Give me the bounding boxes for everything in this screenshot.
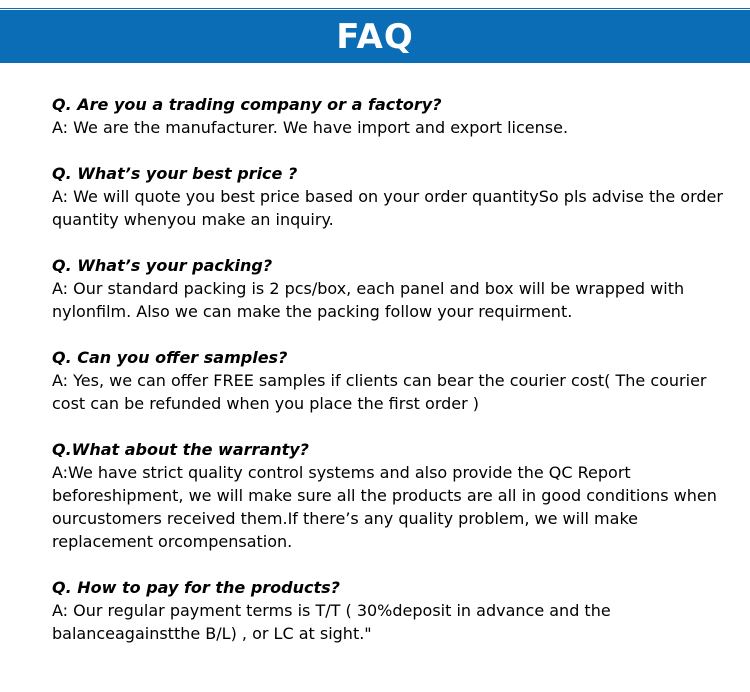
faq-question: Q. Are you a trading company or a factory?: [52, 95, 442, 114]
faq-list: [52, 93, 732, 668]
faq-item-trading-company: [52, 93, 732, 139]
page-title: FAQ: [336, 16, 414, 57]
faq-item-payment: [52, 576, 732, 645]
faq-answer: A:We have strict quality control systems and also provide the QC Report beforeshipment, we will make sure all the products are all in good conditions when ourcustomers received them.If there’s any quality problem, we will make replacement orcompensation.: [52, 463, 717, 551]
faq-question: Q. What’s your best price ?: [52, 164, 298, 183]
faq-answer: A: Our regular payment terms is T/T ( 30%deposit in advance and the balanceagainstthe B/L) , or LC at sight.": [52, 601, 611, 643]
faq-item-samples: [52, 346, 732, 415]
faq-item-warranty: [52, 438, 732, 553]
faq-answer: A: Our standard packing is 2 pcs/box, each panel and box will be wrapped with nylonfilm. Also we can make the packing follow your requirment.: [52, 279, 685, 321]
faq-question: Q. What’s your packing?: [52, 256, 273, 275]
faq-answer: A: We will quote you best price based on your order quantitySo pls advise the order quantity whenyou make an inquiry.: [52, 187, 723, 229]
faq-question: Q. How to pay for the products?: [52, 578, 340, 597]
faq-question: Q. Can you offer samples?: [52, 348, 288, 367]
faq-question: Q.What about the warranty?: [52, 440, 309, 459]
faq-answer: A: We are the manufacturer. We have import and export license.: [52, 118, 569, 137]
header-top-rule: [0, 8, 750, 9]
faq-header-banner: [0, 10, 750, 63]
faq-answer: A: Yes, we can offer FREE samples if clients can bear the courier cost( The courier cost can be refunded when you place the first order ): [52, 371, 707, 413]
faq-item-best-price: [52, 162, 732, 231]
faq-item-packing: [52, 254, 732, 323]
